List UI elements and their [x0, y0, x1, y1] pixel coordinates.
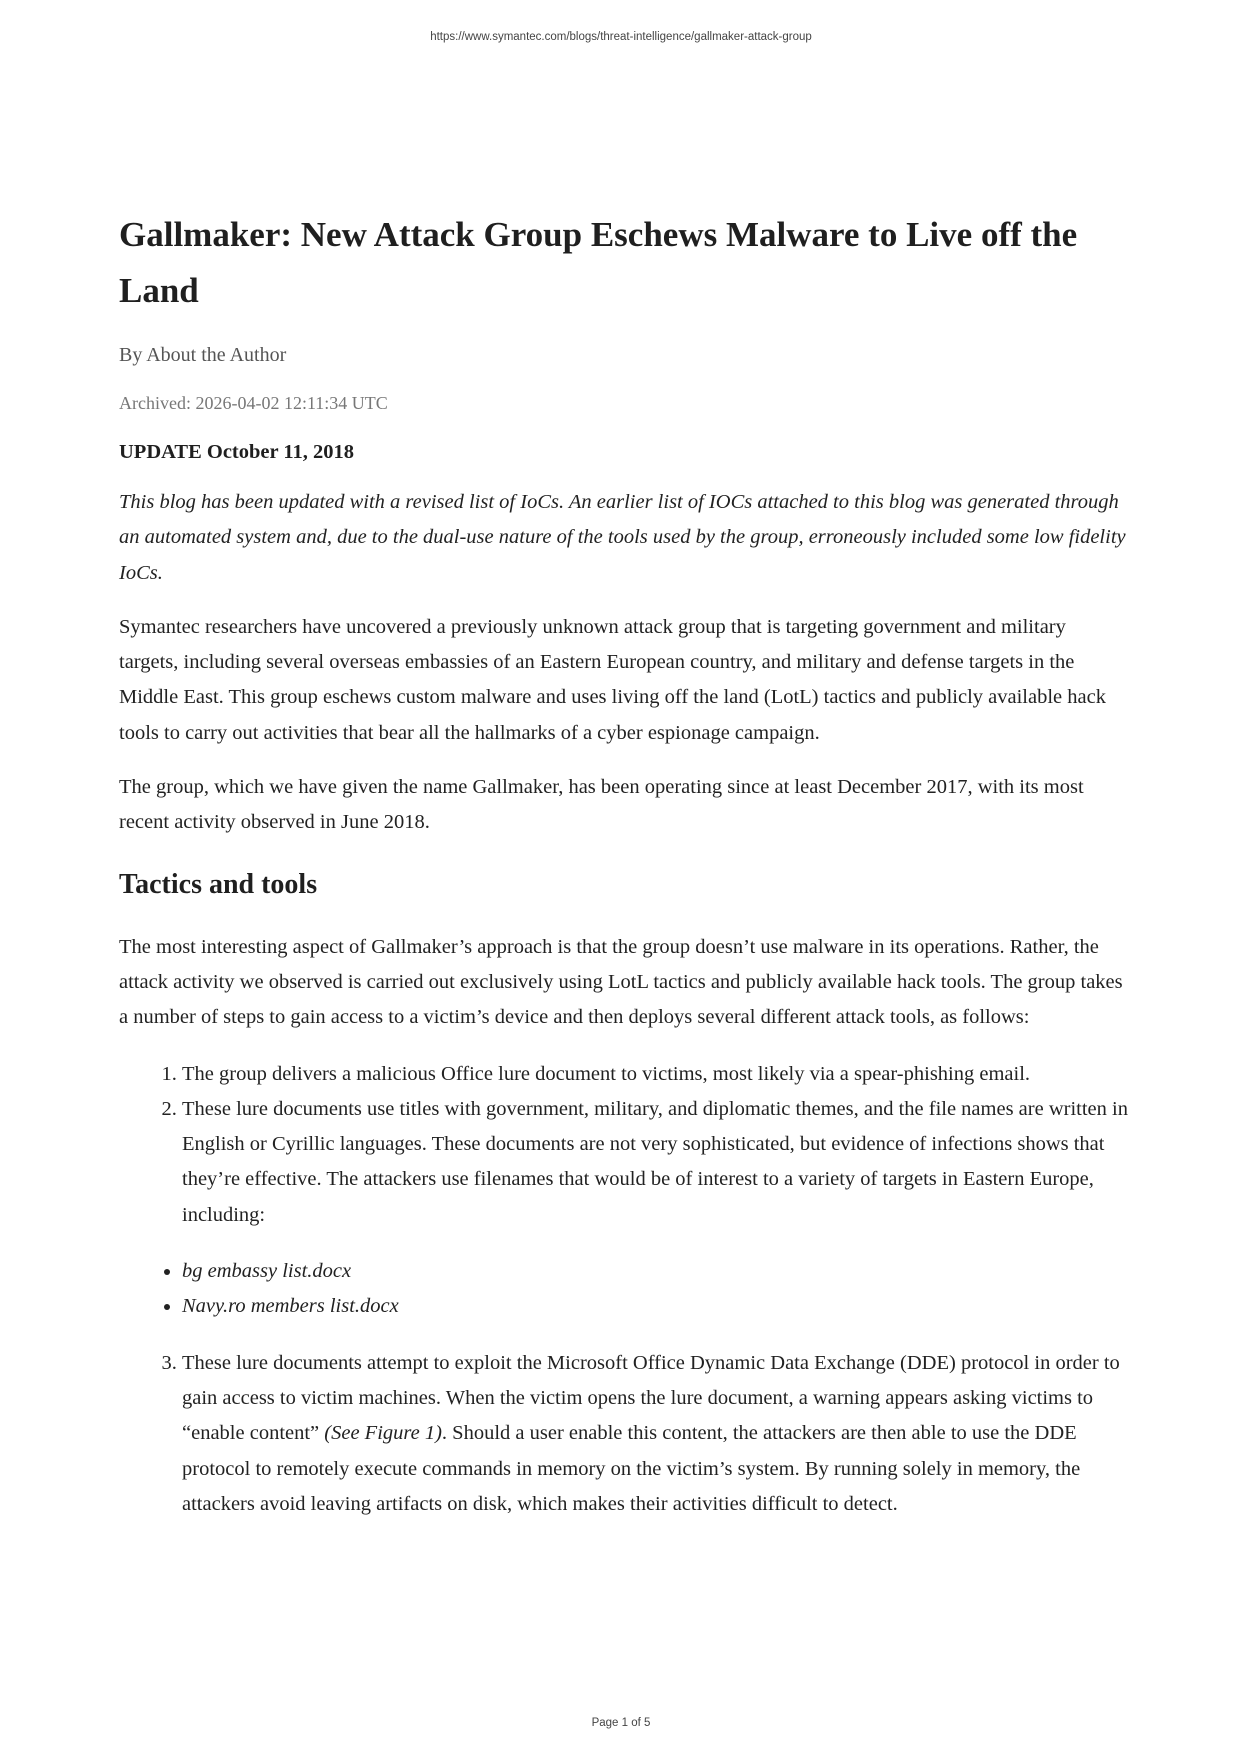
- section-heading-tactics: Tactics and tools: [119, 868, 318, 900]
- article: [119, 207, 1129, 1522]
- attack-step: 1. The group delivers a malicious Office lure document to victims, most likely via a spear-phishing email.: [182, 1057, 1129, 1092]
- lure-filename: • bg embassy list.docx: [182, 1254, 1129, 1289]
- tactics-intro-paragraph: The most interesting aspect of Gallmaker’s approach is that the group doesn’t use malware in its operations. Rather, the attack activity we observed is carried out exclusively using LotL tactics and publicly available hack tools. The group takes a number of steps to gain access to a victim’s device and then deploys several different attack tools, as follows:: [119, 935, 1123, 1029]
- operating-period-paragraph: The group, which we have given the name Gallmaker, has been operating since at least December 2017, with its most recent activity observed in June 2018.: [119, 776, 1084, 834]
- article-title: Gallmaker: New Attack Group Eschews Malware to Live off the Land: [119, 215, 1078, 310]
- page-number: Page 1 of 5: [591, 1717, 651, 1729]
- update-heading: UPDATE October 11, 2018: [119, 441, 354, 463]
- attack-steps-list-continued: [119, 1346, 1129, 1522]
- intro-paragraph: Symantec researchers have uncovered a previously unknown attack group that is targeting government and military targets, including several overseas embassies of an Eastern European country, and military and defense targets in the Middle East. This group eschews custom malware and uses living off the land (LotL) tactics and publicly available hack tools to carry out activities that bear all the hallmarks of a cyber espionage campaign.: [119, 615, 1106, 744]
- lure-filename: • Navy.ro members list.docx: [182, 1289, 1129, 1324]
- attack-step: 2. These lure documents use titles with government, military, and diplomatic themes, and the file names are written in English or Cyrillic languages. These documents are not very sophisticated, but evidence of infections shows that they’re effective. The attackers use filenames that would be of interest to a variety of targets in Eastern Europe, including:: [182, 1092, 1129, 1233]
- source-url: https://www.symantec.com/blogs/threat-intelligence/gallmaker-attack-group: [430, 31, 812, 43]
- archived-timestamp: Archived: 2026-04-02 12:11:34 UTC: [119, 393, 388, 413]
- step3-text-after: . Should a user enable this content, the attackers are then able to use the DDE protocol to remotely execute commands in memory on the victim’s system. By running solely in memory, the attackers avoid leaving artifacts on disk, which makes their activities difficult to detect.: [182, 1422, 1081, 1515]
- author-byline: By About the Author: [119, 344, 287, 366]
- lure-filenames-list: [119, 1254, 1129, 1325]
- update-note: This blog has been updated with a revised list of IoCs. An earlier list of IOCs attached to this blog was generated through an automated system and, due to the dual-use nature of the tools used by the group, erroneously included some low fidelity IoCs.: [119, 491, 1126, 584]
- attack-steps-list: [119, 1057, 1129, 1233]
- attack-step: [182, 1346, 1129, 1522]
- step3-text-before: These lure documents attempt to exploit the Microsoft Office Dynamic Data Exchange (DDE) protocol in order to gain access to victim machines. When the victim opens the lure document, a warning appears asking victims to “enable content”: [182, 1351, 1120, 1445]
- figure-reference: (See Figure 1): [324, 1422, 442, 1445]
